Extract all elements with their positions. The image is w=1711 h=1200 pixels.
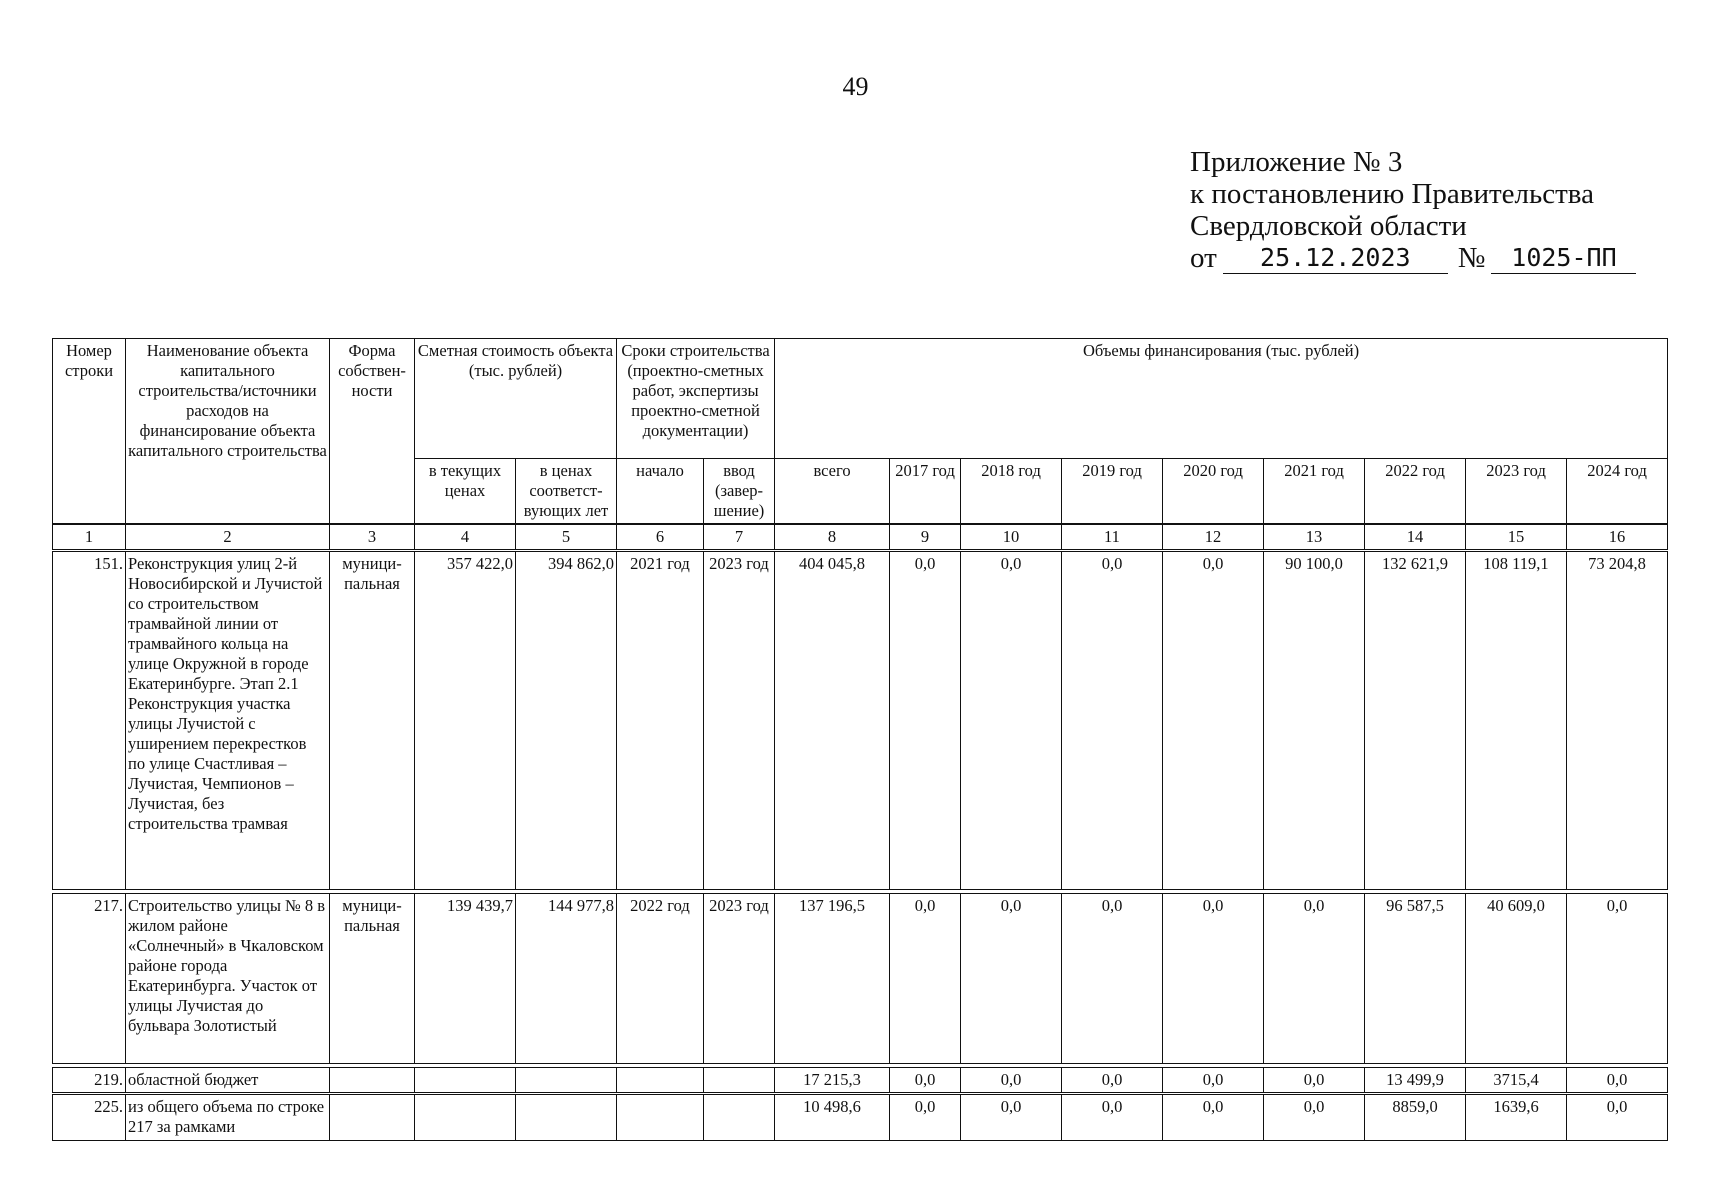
- cell-value: 0,0: [1567, 894, 1668, 1064]
- cell-name: областной бюджет: [126, 1068, 330, 1093]
- data-row-217: [52, 893, 1668, 1064]
- cell-name: Реконструкция улиц 2-й Новосибирской и Лучистой со строительством трамвайной линии от трамвайного кольца на улице Окружной в городе Екатеринбурге. Этап 2.1 Реконструкция участка улицы Лучистой с уширением перекрестков по улице Счастливая – Лучистая, Чемпионов – Лучистая, без строительства трамвая: [126, 552, 330, 890]
- decree-number: 1025-ПП: [1491, 243, 1636, 274]
- page-number: 49: [842, 72, 869, 101]
- cell-value: 5: [516, 525, 617, 550]
- hdr-start: начало: [617, 459, 704, 524]
- cell-value: 0,0: [1062, 1068, 1163, 1093]
- cell-value: 0,0: [1163, 894, 1264, 1064]
- cell-value: 8859,0: [1365, 1095, 1466, 1141]
- cell-name: из общего объема по строке 217 за рамками: [126, 1095, 330, 1141]
- hdr-year: 2023 год: [1466, 459, 1567, 524]
- cell-value: 139 439,7: [415, 894, 516, 1064]
- cell-value: 0,0: [890, 1068, 961, 1093]
- appendix-date-line: [1190, 242, 1636, 274]
- cell-value: 0,0: [1062, 552, 1163, 890]
- cell-value: 0,0: [1062, 1095, 1163, 1141]
- cell-value: 0,0: [1567, 1068, 1668, 1093]
- cell-value: 0,0: [890, 894, 961, 1064]
- cell-value: [330, 1095, 415, 1141]
- cell-value: [516, 1068, 617, 1093]
- hdr-financing: Объемы финансирования (тыс. рублей): [775, 339, 1668, 459]
- hdr-object-name: Наименование объекта капитального строительства/источники расходов на финансирование объекта капитального строительства: [126, 339, 330, 524]
- cell-value: 11: [1062, 525, 1163, 550]
- number-label: №: [1457, 242, 1486, 274]
- cell-value: 394 862,0: [516, 552, 617, 890]
- hdr-estimated-cost: Сметная стоимость объекта (тыс. рублей): [415, 339, 617, 459]
- hdr-year: 2017 год: [890, 459, 961, 524]
- cell-value: 3: [330, 525, 415, 550]
- cell-value: 40 609,0: [1466, 894, 1567, 1064]
- cell-value: 0,0: [890, 1095, 961, 1141]
- cell-value: [704, 1068, 775, 1093]
- cell-value: 144 977,8: [516, 894, 617, 1064]
- hdr-construction-terms: Сроки строительства (проектно-сметных работ, экспертизы проектно-сметной документации): [617, 339, 775, 459]
- cell-value: 8: [775, 525, 890, 550]
- cell-value: 16: [1567, 525, 1668, 550]
- cell-value: 0,0: [961, 1095, 1062, 1141]
- cell-value: 73 204,8: [1567, 552, 1668, 890]
- cell-row-number: 225.: [53, 1095, 126, 1141]
- hdr-year: 2022 год: [1365, 459, 1466, 524]
- cell-value: 14: [1365, 525, 1466, 550]
- hdr-year: 2018 год: [961, 459, 1062, 524]
- from-label: от: [1190, 242, 1217, 274]
- cell-value: 2021 год: [617, 552, 704, 890]
- column-numbers-table: [52, 524, 1668, 550]
- cell-value: 3715,4: [1466, 1068, 1567, 1093]
- cell-value: 0,0: [1264, 894, 1365, 1064]
- hdr-year: 2021 год: [1264, 459, 1365, 524]
- cell-value: [516, 1095, 617, 1141]
- cell-value: [617, 1095, 704, 1141]
- hdr-year: 2019 год: [1062, 459, 1163, 524]
- cell-value: 0,0: [1264, 1068, 1365, 1093]
- appendix-line2: к постановлению Правительства: [1190, 178, 1594, 210]
- cell-value: 10 498,6: [775, 1095, 890, 1141]
- appendix-block: [1190, 146, 1636, 274]
- cell-name: 2: [126, 525, 330, 550]
- cell-value: 0,0: [1163, 1068, 1264, 1093]
- hdr-year: 2020 год: [1163, 459, 1264, 524]
- hdr-ownership: Форма собствен-ности: [330, 339, 415, 524]
- cell-value: 90 100,0: [1264, 552, 1365, 890]
- cell-value: 404 045,8: [775, 552, 890, 890]
- cell-value: 13: [1264, 525, 1365, 550]
- cell-value: 4: [415, 525, 516, 550]
- cell-value: 2023 год: [704, 894, 775, 1064]
- cell-value: 17 215,3: [775, 1068, 890, 1093]
- cell-value: 15: [1466, 525, 1567, 550]
- cell-value: муници-пальная: [330, 552, 415, 890]
- cell-value: 0,0: [1163, 552, 1264, 890]
- cell-value: 9: [890, 525, 961, 550]
- cell-value: [415, 1068, 516, 1093]
- cell-name: Строительство улицы № 8 в жилом районе «Солнечный» в Чкаловском районе города Екатеринбурга. Участок от улицы Лучистая до бульвара Золотистый: [126, 894, 330, 1064]
- data-row-225: [52, 1094, 1668, 1141]
- cell-value: 2023 год: [704, 552, 775, 890]
- cell-value: [415, 1095, 516, 1141]
- cell-value: 0,0: [1163, 1095, 1264, 1141]
- hdr-year: 2024 год: [1567, 459, 1668, 524]
- hdr-end: ввод (завер-шение): [704, 459, 775, 524]
- cell-value: 0,0: [1062, 894, 1163, 1064]
- data-row-151: [52, 551, 1668, 890]
- cell-value: [704, 1095, 775, 1141]
- cell-value: 96 587,5: [1365, 894, 1466, 1064]
- cell-value: 0,0: [1264, 1095, 1365, 1141]
- cell-value: [617, 1068, 704, 1093]
- cell-row-number: 151.: [53, 552, 126, 890]
- hdr-year-prices: в ценах соответст-вующих лет: [516, 459, 617, 524]
- cell-value: 0,0: [961, 1068, 1062, 1093]
- cell-value: 357 422,0: [415, 552, 516, 890]
- cell-value: 2022 год: [617, 894, 704, 1064]
- cell-value: 10: [961, 525, 1062, 550]
- cell-value: 6: [617, 525, 704, 550]
- cell-value: 1639,6: [1466, 1095, 1567, 1141]
- cell-value: 108 119,1: [1466, 552, 1567, 890]
- cell-value: 0,0: [961, 894, 1062, 1064]
- cell-value: [330, 1068, 415, 1093]
- header-table: [52, 338, 1668, 524]
- appendix-line3: Свердловской области: [1190, 210, 1467, 242]
- data-row-219: [52, 1067, 1668, 1093]
- cell-value: 12: [1163, 525, 1264, 550]
- cell-value: муници-пальная: [330, 894, 415, 1064]
- cell-value: 7: [704, 525, 775, 550]
- hdr-total: всего: [775, 459, 890, 524]
- hdr-row-number: Номер строки: [53, 339, 126, 524]
- cell-value: 0,0: [1567, 1095, 1668, 1141]
- appendix-title: Приложение № 3: [1190, 146, 1403, 178]
- cell-row-number: 217.: [53, 894, 126, 1064]
- cell-value: 0,0: [890, 552, 961, 890]
- cell-value: 13 499,9: [1365, 1068, 1466, 1093]
- hdr-current-prices: в текущих ценах: [415, 459, 516, 524]
- cell-row-number: 1: [53, 525, 126, 550]
- decree-date: 25.12.2023: [1223, 243, 1448, 274]
- cell-value: 137 196,5: [775, 894, 890, 1064]
- cell-row-number: 219.: [53, 1068, 126, 1093]
- cell-value: 0,0: [961, 552, 1062, 890]
- cell-value: 132 621,9: [1365, 552, 1466, 890]
